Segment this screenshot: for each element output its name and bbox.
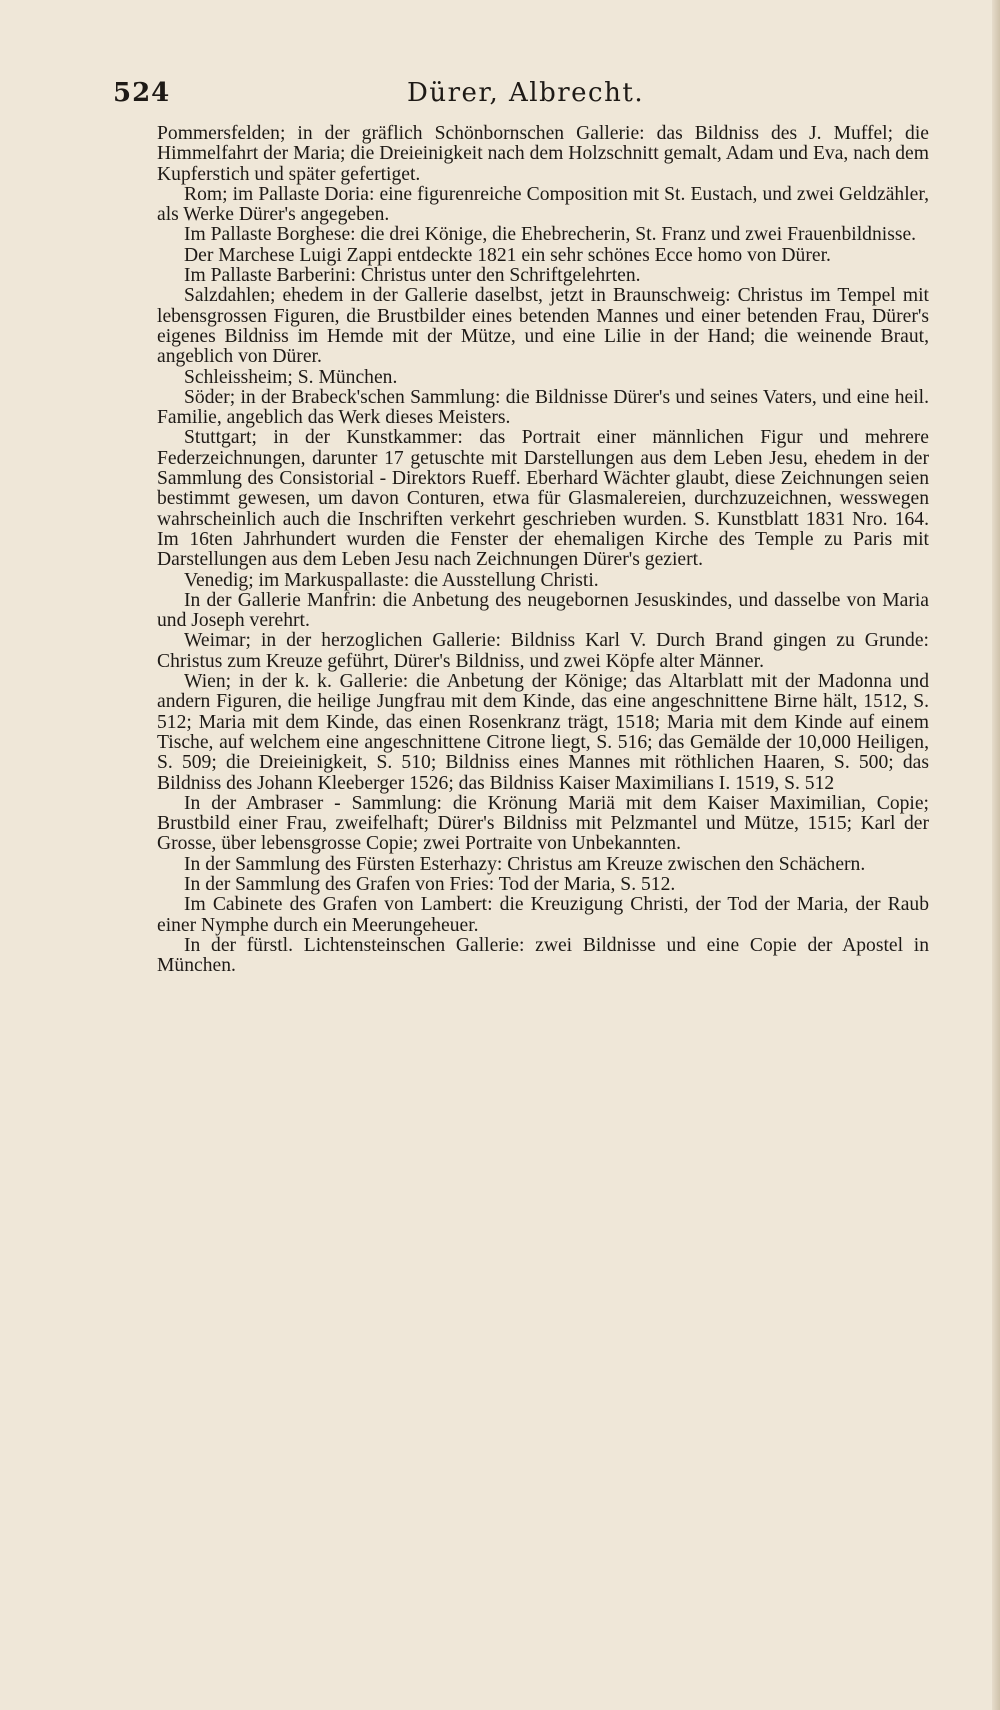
- paragraph: Im Pallaste Barberini: Christus unter den Schriftgelehrten.: [184, 265, 641, 287]
- paragraph: Der Marchese Luigi Zappi entdeckte 1821 ein sehr schönes Ecce homo von Dürer.: [184, 244, 831, 266]
- running-title: Dürer, Albrecht.: [407, 78, 645, 108]
- paragraph: Schleissheim; S. München.: [184, 366, 398, 388]
- paragraph: Pommersfelden; in der gräflich Schönbornschen Gallerie: das Bildniss des J. Muffel; die Himmelfahrt der Maria; die Dreieinigkeit nach dem Holzschnitt gemalt, Adam und Eva, nach dem Kupferstich und später gefertiget.: [157, 123, 929, 185]
- page-edge: [992, 0, 1000, 1710]
- paragraph: In der Ambraser - Sammlung: die Krönung Mariä mit dem Kaiser Maximilian, Copie; Brustbild einer Frau, zweifelhaft; Dürer's Bildniss mit Pelzmantel und Mütze, 1515; Karl der Grosse, über lebensgrosse Copie; zwei Portraite von Unbekannten.: [157, 792, 929, 855]
- paragraph: In der fürstl. Lichtensteinschen Gallerie: zwei Bildnisse und eine Copie der Apostel in München.: [157, 934, 929, 977]
- paragraph: Söder; in der Brabeck'schen Sammlung: die Bildnisse Dürer's und seines Vaters, und eine heil. Familie, angeblich das Werk dieses Meisters.: [157, 386, 929, 429]
- paragraph: Rom; im Pallaste Doria: eine figurenreiche Composition mit St. Eustach, und zwei Geldzähler, als Werke Dürer's angegeben.: [157, 183, 929, 226]
- paragraph: Salzdahlen; ehedem in der Gallerie daselbst, jetzt in Braunschweig: Christus im Tempel mit lebensgrossen Figuren, die Brustbilder eines betenden Mannes und einer betenden Frau, Dürer's eigenes Bildniss im Hemde mit der Mütze, und eine Lilie in der Hand; die weinende Braut, angeblich von Dürer.: [157, 285, 929, 368]
- paragraph: Im Pallaste Borghese: die drei Könige, die Ehebrecherin, St. Franz und zwei Frauenbildnisse.: [184, 224, 917, 246]
- paragraph: Weimar; in der herzoglichen Gallerie: Bildniss Karl V. Durch Brand gingen zu Grunde: Christus zum Kreuze geführt, Dürer's Bildniss, und zwei Köpfe alter Männer.: [157, 630, 929, 672]
- paragraph: Wien; in der k. k. Gallerie: die Anbetung der Könige; das Altarblatt mit der Madonna und andern Figuren, die heilige Jungfrau mit dem Kinde, das eine angeschnittene Birne hält, 1512, S. 512; Maria mit dem Kinde, das einen Rosenkranz trägt, 1518; Maria mit dem Kinde auf einem Tische, auf welchem eine angeschnittene Citrone liegt, S. 516; das Gemälde der 10,000 Heiligen, S. 509; die Dreieinigkeit, S. 510; Bildniss eines Mannes mit röthlichen Haaren, S. 500; das Bildniss des Johann Kleeberger 1526; das Bildniss Kaiser Maximilians I. 1519, S. 512: [157, 671, 929, 794]
- paragraph: Im Cabinete des Grafen von Lambert: die Kreuzigung Christi, der Tod der Maria, der Raub einer Nymphe durch ein Meerungeheuer.: [157, 894, 929, 936]
- page-number: 524: [113, 78, 171, 108]
- paragraph: In der Sammlung des Fürsten Esterhazy: Christus am Kreuze zwischen den Schächern.: [184, 853, 866, 875]
- paragraph: Stuttgart; in der Kunstkammer: das Portrait einer männlichen Figur und mehrere Federzeichnungen, darunter 17 getuschte mit Darstellungen aus dem Leben Jesu, ehedem in der Sammlung des Consistorial - Direktors Rueff. Eberhard Wächter glaubt, diese Zeichnungen seien bestimmt gewesen, um davon Conturen, etwa für Glasmalereien, durchzuzeichnen, wesswegen wahrscheinlich auch die Inschriften verkehrt geschrieben wurden. S. Kunstblatt 1831 Nro. 164. Im 16ten Jahrhundert wurden die Fenster der ehemaligen Kirche des Temple zu Paris mit Darstellungen aus dem Leben Jesu nach Zeichnungen Dürer's geziert.: [157, 427, 929, 571]
- page-header: [113, 78, 913, 114]
- body-text: [157, 124, 929, 976]
- paragraph: Venedig; im Markuspallaste: die Ausstellung Christi.: [184, 569, 599, 591]
- paragraph: In der Sammlung des Grafen von Fries: Tod der Maria, S. 512.: [184, 873, 676, 895]
- paragraph: In der Gallerie Manfrin: die Anbetung des neugebornen Jesuskindes, und dasselbe von Maria und Joseph verehrt.: [157, 589, 929, 632]
